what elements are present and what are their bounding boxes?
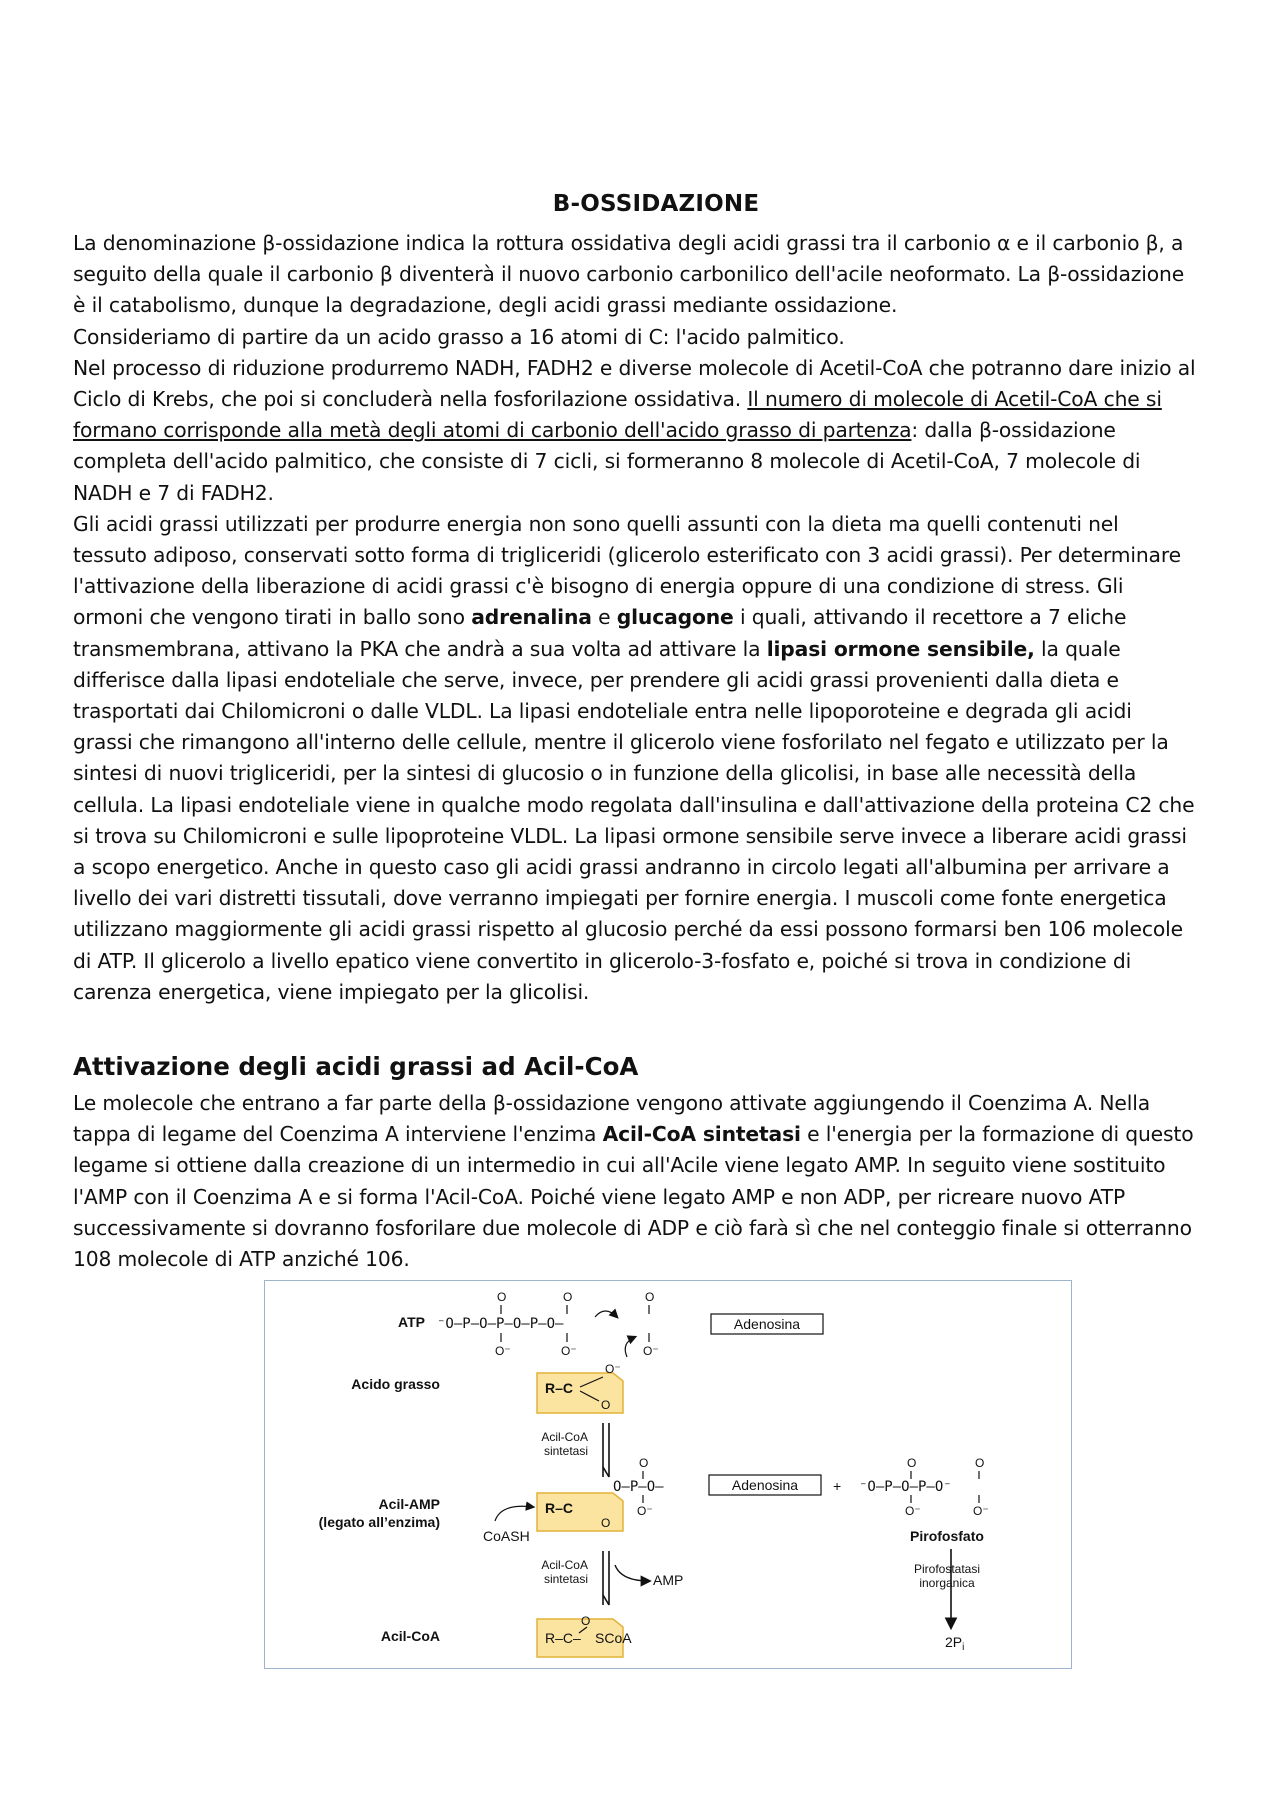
acyl-amp-structure	[483, 1456, 821, 1544]
bold-term-lipasi: lipasi ormone sensibile,	[766, 636, 1035, 661]
text-segment: : dalla β-ossidazione completa dell'acido palmitico, che consiste di 7 cicli, si formeranno 8 molecole di Acetil-CoA, 7 molecole di NADH e 7 di FADH2.	[73, 418, 1141, 505]
amp-label: AMP	[653, 1572, 684, 1588]
phosphate-subscript: i	[962, 1642, 965, 1653]
amp-chain: O–P–O–	[613, 1479, 664, 1495]
equilibrium-arrow	[541, 1423, 609, 1477]
text-segment: e	[591, 605, 617, 630]
oxygen-minus-glyph: O⁻	[637, 1504, 653, 1518]
text-segment: Le molecole che entrano a far parte della β-ossidazione vengono attivate aggiungendo il Coenzima A. Nella tappa di legame del Coenzima A interviene l'enzima	[73, 1091, 1150, 1147]
r-group-glyph: R–C	[545, 1380, 574, 1396]
paragraph-activation	[73, 1088, 1197, 1275]
label-acido-grasso: Acido grasso	[351, 1376, 440, 1392]
pyrophosphate-chain: ⁻O–P–O–P–O⁻	[859, 1479, 952, 1495]
text-segment: i quali, attivando il recettore a 7 eliche transmembrana, attivano la PKA che andrà a sua volta ad attivare la	[73, 605, 1127, 661]
oxygen-glyph: O	[563, 1290, 573, 1304]
adenosina-label: Adenosina	[731, 1477, 799, 1493]
label-acil-coa: Acil-CoA	[380, 1628, 440, 1644]
oxygen-minus-glyph: O⁻	[973, 1504, 989, 1518]
pyrophosphatase-reaction	[914, 1549, 980, 1653]
section-heading: Attivazione degli acidi grassi ad Acil-CoA	[73, 1052, 639, 1081]
text-segment: Gli acidi grassi utilizzati per produrre energia non sono quelli assunti con la dieta ma quelli contenuti nel tessuto adiposo, conservati sotto forma di trigliceridi (glicerolo esterificato con 3 acidi grassi). Per determinare l'attivazione della liberazione di acidi grassi c'è bisogno di energia oppure di una condizione di stress. Gli ormoni che vengono tirati in ballo sono	[73, 511, 1181, 630]
atp-chain: ⁻O–P–O–P–O–P–O–	[437, 1316, 564, 1332]
oxygen-glyph: O	[645, 1290, 655, 1304]
paragraph-definition: La denominazione β-ossidazione indica la rottura ossidativa degli acidi grassi tra il carbonio α e il carbonio β, a seguito della quale il carbonio β diventerà il nuovo carbonio carbonilico dell'acile neoformato. La β-ossidazione è il catabolismo, dunque la degradazione, degli acidi grassi mediante ossidazione.	[73, 231, 1185, 318]
oxygen-minus-glyph: O⁻	[495, 1344, 511, 1358]
acyl-coa-structure	[537, 1614, 632, 1657]
paragraph-palmitic: Consideriamo di partire da un acido grasso a 16 atomi di C: l'acido palmitico.	[73, 324, 845, 349]
bold-term-glucagone: glucagone	[616, 605, 734, 630]
r-group-glyph: R–C	[545, 1500, 574, 1516]
label-atp: ATP	[398, 1314, 425, 1330]
curved-arrow-icon	[615, 1565, 649, 1581]
label-acil-amp: Acil-AMP	[378, 1496, 440, 1512]
page-title: B-OSSIDAZIONE	[552, 191, 760, 217]
bold-term-adrenalina: adrenalina	[471, 605, 592, 630]
oxygen-minus-glyph: O⁻	[643, 1344, 659, 1358]
pyrophosphate-label: Pirofosfato	[910, 1528, 984, 1544]
coash-label: CoASH	[483, 1528, 530, 1544]
phosphate-count: 2P	[945, 1634, 963, 1650]
oxygen-glyph: O	[907, 1456, 917, 1470]
pyrophosphatase-label: inorganica	[919, 1576, 975, 1590]
oxygen-glyph: O	[581, 1614, 591, 1628]
oxygen-glyph: O	[975, 1456, 985, 1470]
enzyme-label: Acil-CoA	[541, 1558, 588, 1572]
r-group-glyph: R–C–	[545, 1630, 581, 1646]
pyrophosphatase-label: Pirofostatasi	[913, 1562, 981, 1576]
underlined-statement: Il numero di molecole di Acetil-CoA che si formano corrisponde alla metà degli atomi di carbonio dell'acido grasso di partenza	[73, 387, 1162, 443]
scoa-label: SCoA	[595, 1630, 632, 1646]
enzyme-label: Acil-CoA	[541, 1430, 588, 1444]
phosphate-label	[945, 1634, 964, 1653]
pyrophosphate-structure	[859, 1456, 989, 1544]
reaction-svg	[265, 1281, 1071, 1668]
text-segment: Nel processo di riduzione produrremo NADH, FADH2 e diverse molecole di Acetil-CoA che potranno dare inizio al Ciclo di Krebs, che poi si concluderà nella fosforilazione ossidativa.	[73, 355, 1196, 412]
atp-structure	[437, 1290, 823, 1358]
plus-sign: +	[833, 1478, 842, 1494]
reaction-diagram	[264, 1280, 1072, 1669]
adenosina-label: Adenosina	[733, 1316, 801, 1332]
bold-term-acilcoa-sintetasi: Acil-CoA sintetasi	[602, 1122, 801, 1147]
label-legato-enzima: (legato all’enzima)	[318, 1514, 440, 1530]
oxygen-glyph: O	[639, 1456, 649, 1470]
oxygen-minus-glyph: O⁻	[605, 1362, 621, 1376]
enzyme-label: sintetasi	[543, 1444, 588, 1458]
curved-arrow-icon	[625, 1337, 635, 1357]
text-segment: e l'energia per la formazione di questo legame si ottiene dalla creazione di un intermedio in cui all'Acile viene legato AMP. In seguito viene sostituito l'AMP con il Coenzima A e si forma l'Acil-CoA. Poiché viene legato AMP e non ADP, per ricreare nuovo ATP successivamente si dovranno fosforilare due molecole di ADP e ciò farà sì che nel conteggio finale si otterranno 108 molecole di ATP anziché 106.	[73, 1122, 1194, 1272]
section-text	[73, 1088, 1197, 1275]
curved-arrow-icon	[495, 1506, 533, 1521]
enzyme-label: sintetasi	[543, 1572, 588, 1586]
intro-text	[73, 228, 1197, 1008]
oxygen-glyph: O	[601, 1398, 611, 1412]
oxygen-glyph: O	[497, 1290, 507, 1304]
curved-arrow-icon	[595, 1311, 617, 1317]
paragraph-products	[73, 353, 1197, 509]
oxygen-minus-glyph: O⁻	[561, 1344, 577, 1358]
oxygen-glyph: O	[601, 1516, 611, 1530]
oxygen-minus-glyph: O⁻	[905, 1504, 921, 1518]
fatty-acid-structure	[537, 1362, 623, 1413]
paragraph-lipases	[73, 509, 1197, 1008]
text-segment: la quale differisce dalla lipasi endoteliale che serve, invece, per prendere gli acidi grassi provenienti dalla dieta e trasportati dai Chilomicroni o dalle VLDL. La lipasi endoteliale entra nelle lipoporoteine e degrada gli acidi grassi che rimangono all'interno delle cellule, mentre il glicerolo viene fosforilato nel fegato e utilizzato per la sintesi di nuovi trigliceridi, per la sintesi di glucosio o in funzione della glicolisi, in base alle necessità della cellula. La lipasi endoteliale viene in qualche modo regolata dall'insulina e dall'attivazione della proteina C2 che si trova su Chilomicroni e sulle lipoproteine VLDL. La lipasi ormone sensibile serve invece a liberare acidi grassi a scopo energetico. Anche in questo caso gli acidi grassi andranno in circolo legati all'albumina per arrivare a livello dei vari distretti tissutali, dove verranno impiegati per fornire energia. I muscoli come fonte energetica utilizzano maggiormente gli acidi grassi rispetto al glucosio perché da essi possono formarsi ben 106 molecole di ATP. Il glicerolo a livello epatico viene convertito in glicerolo-3-fosfato e, poiché si trova in condizione di carenza energetica, viene impiegato per la glicolisi.	[73, 636, 1195, 1004]
equilibrium-arrow	[541, 1551, 683, 1605]
